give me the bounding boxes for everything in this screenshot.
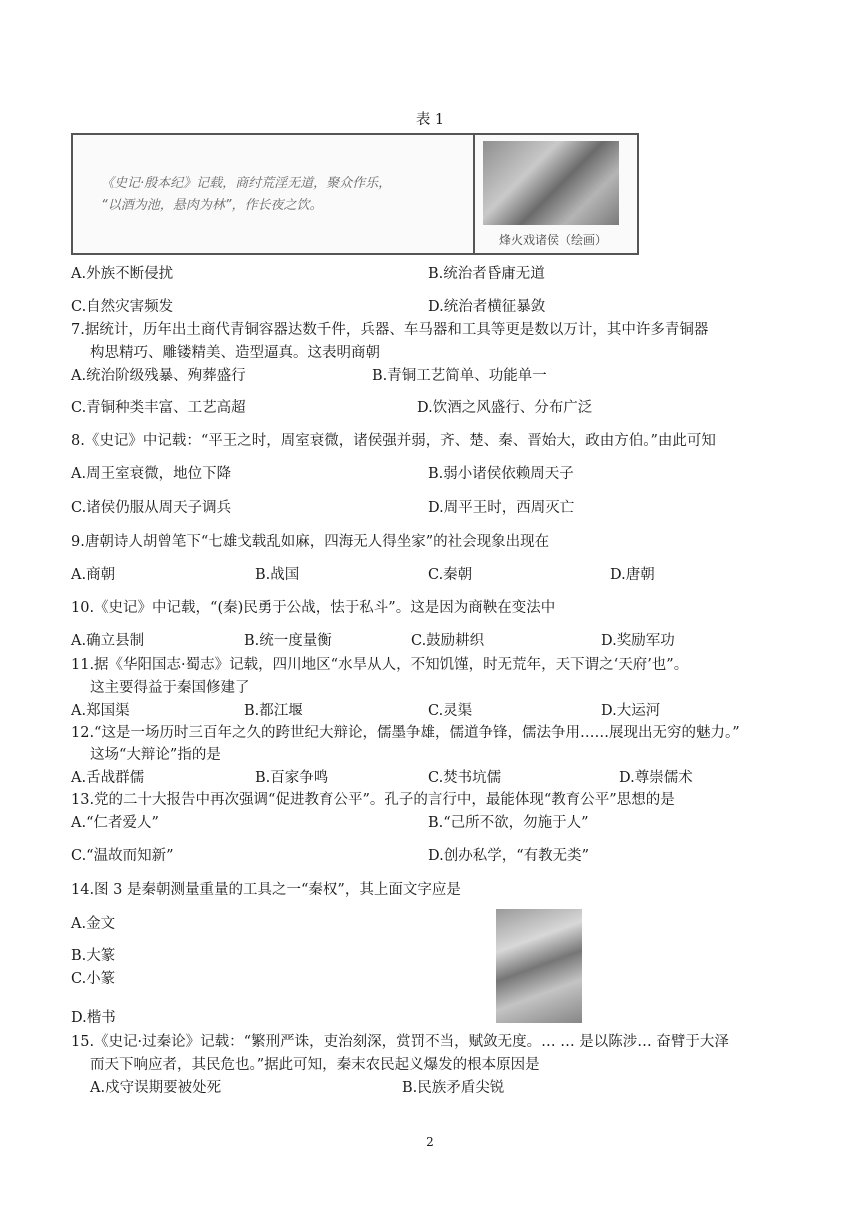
q10-option-c: C.鼓励耕织 (411, 633, 485, 649)
q11-option-a: A.郑国渠 (71, 703, 130, 719)
q10-option-d: D.奖励军功 (601, 633, 675, 649)
q12-option-b: B.百家争鸣 (255, 770, 329, 786)
q15-stem-line-2: 而天下响应者，其民危也。”据此可知，秦末农民起义爆发的根本原因是 (90, 1057, 540, 1073)
figure-table-1 (71, 133, 639, 255)
q8-option-b: B.弱小诸侯依赖周天子 (428, 466, 574, 482)
q13-option-d: D.创办私学，“有教无类” (428, 848, 590, 864)
q8-option-c: C.诸侯仍服从周天子调兵 (71, 500, 232, 516)
q6-option-b: B.统治者昏庸无道 (428, 266, 545, 282)
q14-option-b: B.大篆 (71, 948, 116, 964)
q13-stem: 13.党的二十大报告中再次强调“促进教育公平”。孔子的言行中，最能体现“教育公平”思想的是 (71, 792, 675, 808)
q9-option-c: C.秦朝 (428, 567, 473, 583)
q7-option-c: C.青铜种类丰富、工艺高超 (71, 400, 246, 416)
q11-option-c: C.灵渠 (428, 703, 473, 719)
figure-quote (101, 173, 391, 217)
q14-option-c: C.小篆 (71, 971, 116, 987)
figure-quote-line-2: “以酒为池，悬肉为林”，作长夜之饮。 (101, 198, 323, 213)
painting-caption: 烽火戏诸侯（绘画） (498, 233, 607, 247)
q6-option-a: A.外族不断侵扰 (71, 266, 174, 282)
q12-stem-line-1: 12.“这是一场历时三百年之久的跨世纪大辩论，儒墨争雄，儒道争锋，儒法争用……展现出无穷的魅力。” (71, 725, 740, 741)
q6-option-d: D.统治者横征暴敛 (428, 299, 546, 315)
q14-option-d: D.楷书 (71, 1010, 116, 1026)
q7-option-a: A.统治阶级残暴、殉葬盛行 (71, 368, 246, 384)
q14-stem: 14.图 3 是秦朝测量重量的工具之一“秦权”，其上面文字应是 (71, 882, 461, 898)
q7-option-d: D.饮酒之风盛行、分布广泛 (417, 400, 593, 416)
q10-option-a: A.确立县制 (71, 633, 145, 649)
q8-stem: 8.《史记》中记载：“平王之时，周室衰微，诸侯强并弱，齐、楚、秦、晋始大，政由方伯。”由此可知 (71, 433, 716, 449)
q13-option-a: A.“仁者爱人” (71, 815, 159, 831)
q8-option-a: A.周王室衰微，地位下降 (71, 466, 232, 482)
q12-option-d: D.尊崇儒术 (619, 770, 693, 786)
q12-stem-line-2: 这场“大辩论”指的是 (90, 747, 221, 763)
q11-option-b: B.都江堰 (244, 703, 303, 719)
q13-option-b: B.“己所不欲，勿施于人” (428, 815, 589, 831)
q9-option-a: A.商朝 (71, 567, 116, 583)
q7-stem-line-1: 7.据统计，历年出土商代青铜容器达数千件，兵器、车马器和工具等更是数以万计，其中许多青铜器 (71, 322, 709, 338)
painting-image (483, 141, 619, 225)
figure-quote-line-1: 《史记·殷本纪》记载，商纣荒淫无道，聚众作乐， (101, 176, 392, 191)
q9-option-b: B.战国 (255, 567, 300, 583)
q13-option-c: C.“温故而知新” (71, 848, 174, 864)
q9-stem: 9.唐朝诗人胡曾笔下“七雄戈载乱如麻，四海无人得坐家”的社会现象出现在 (71, 534, 550, 550)
q15-option-a: A.戍守误期要被处死 (90, 1080, 222, 1096)
q10-stem: 10.《史记》中记载，“(秦)民勇于公战，怯于私斗”。这是因为商鞅在变法中 (71, 600, 556, 616)
q10-option-b: B.统一度量衡 (244, 633, 332, 649)
q7-stem-line-2: 构思精巧、雕镂精美、造型逼真。这表明商朝 (90, 345, 380, 361)
q14-option-a: A.金文 (71, 916, 116, 932)
q12-option-c: C.焚书坑儒 (428, 770, 502, 786)
page-number: 2 (426, 1135, 434, 1149)
q7-option-b: B.青铜工艺简单、功能单一 (372, 368, 547, 384)
q9-option-d: D.唐朝 (610, 567, 655, 583)
figure-divider (473, 135, 475, 253)
q11-option-d: D.大运河 (601, 703, 661, 719)
q15-stem-line-1: 15.《史记·过秦论》记载：“繁刑严诛，吏治刻深，赏罚不当，赋敛无度。… … 是以陈涉… 奋臂于大泽 (71, 1034, 729, 1050)
q12-option-a: A.舌战群儒 (71, 770, 145, 786)
q15-option-b: B.民族矛盾尖锐 (402, 1080, 505, 1096)
q11-stem-line-2: 这主要得益于秦国修建了 (90, 680, 250, 696)
q8-option-d: D.周平王时，西周灭亡 (428, 500, 575, 516)
q6-option-c: C.自然灾害频发 (71, 299, 174, 315)
qin-quan-image (496, 909, 582, 1023)
q11-stem-line-1: 11.据《华阳国志·蜀志》记载，四川地区“水旱从人，不知饥馑，时无荒年，天下谓之‘天府’也”。 (71, 657, 689, 673)
table-title: 表 1 (415, 112, 445, 128)
